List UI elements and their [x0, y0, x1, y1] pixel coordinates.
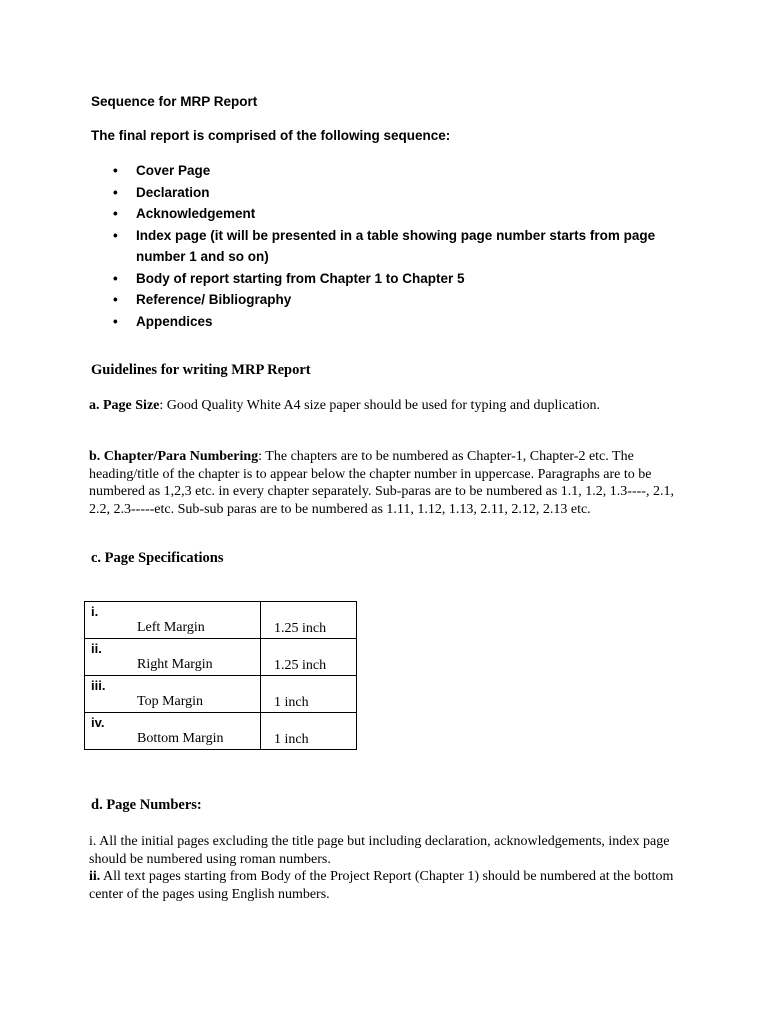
list-item: • Appendices: [113, 311, 683, 333]
chapter-numbering-label: b. Chapter/Para Numbering: [89, 449, 259, 464]
table-row: [85, 602, 357, 639]
page-specifications-heading: c. Page Specifications: [91, 550, 224, 566]
page-size-paragraph: [89, 397, 689, 415]
margin-label: Bottom Margin: [137, 731, 224, 746]
list-item: • Declaration: [113, 182, 683, 204]
table-cell: [261, 602, 357, 639]
table-row: [85, 639, 357, 676]
document-title: Sequence for MRP Report: [91, 94, 258, 109]
row-numeral: iii.: [91, 678, 106, 693]
page-numbers-heading: d. Page Numbers:: [91, 797, 202, 813]
table-cell: [85, 676, 261, 713]
row-numeral: iv.: [91, 715, 105, 730]
page-specifications-table: [84, 601, 357, 750]
list-item: • Reference/ Bibliography: [113, 289, 683, 311]
table-cell: [261, 639, 357, 676]
list-item: • Acknowledgement: [113, 203, 683, 225]
list-item: • Index page (it will be presented in a table showing page number starts from page number 1 and so on): [113, 225, 683, 268]
chapter-numbering-paragraph: [89, 448, 689, 518]
page-numbers-item-2-text: All text pages starting from Body of the Project Report (Chapter 1) should be numbered at the bottom center of the pages using English numbers.: [89, 869, 674, 902]
guidelines-heading: Guidelines for writing MRP Report: [91, 362, 311, 378]
table-row: [85, 676, 357, 713]
margin-label: Top Margin: [137, 694, 204, 709]
intro-text: The final report is comprised of the following sequence:: [91, 128, 451, 143]
sequence-list: [113, 160, 683, 332]
margin-value: 1.25 inch: [274, 658, 327, 673]
margin-label: Right Margin: [137, 657, 213, 672]
page-size-text: : Good Quality White A4 size paper should be used for typing and duplication.: [159, 398, 601, 413]
margin-value: 1 inch: [274, 695, 309, 710]
list-item: • Body of report starting from Chapter 1 to Chapter 5: [113, 268, 683, 290]
page-numbers-paragraph: [89, 833, 689, 903]
page-numbers-item-2-label: ii.: [89, 869, 101, 884]
list-item: • Cover Page: [113, 160, 683, 182]
table-cell: [261, 676, 357, 713]
table-cell: [85, 602, 261, 639]
margin-value: 1.25 inch: [274, 621, 327, 636]
table-cell: [261, 713, 357, 750]
margin-label: Left Margin: [137, 620, 205, 635]
page-size-label: a. Page Size: [89, 398, 160, 413]
row-numeral: i.: [91, 604, 99, 619]
page-numbers-item-2: [89, 868, 689, 903]
page-numbers-item-1: i. All the initial pages excluding the title page but including declaration, acknowledgements, index page should be numbered using roman numbers.: [89, 834, 670, 867]
table-row: [85, 713, 357, 750]
table-cell: [85, 713, 261, 750]
row-numeral: ii.: [91, 641, 102, 656]
margin-value: 1 inch: [274, 732, 309, 747]
chapter-numbering-text: : The chapters are to be numbered as Chapter-1, Chapter-2 etc. The heading/title of the chapter is to appear below the chapter number in uppercase. Paragraphs are to be numbered as 1,2,3 etc. in every chapter separately. Sub-paras are to be numbered as 1.1, 1.2, 1.3----, 2.1, 2.2, 2.3-----etc. Sub-sub paras are to be numbered as 1.11, 1.12, 1.13, 2.11, 2.12, 2.13 etc.: [89, 449, 674, 517]
table-cell: [85, 639, 261, 676]
